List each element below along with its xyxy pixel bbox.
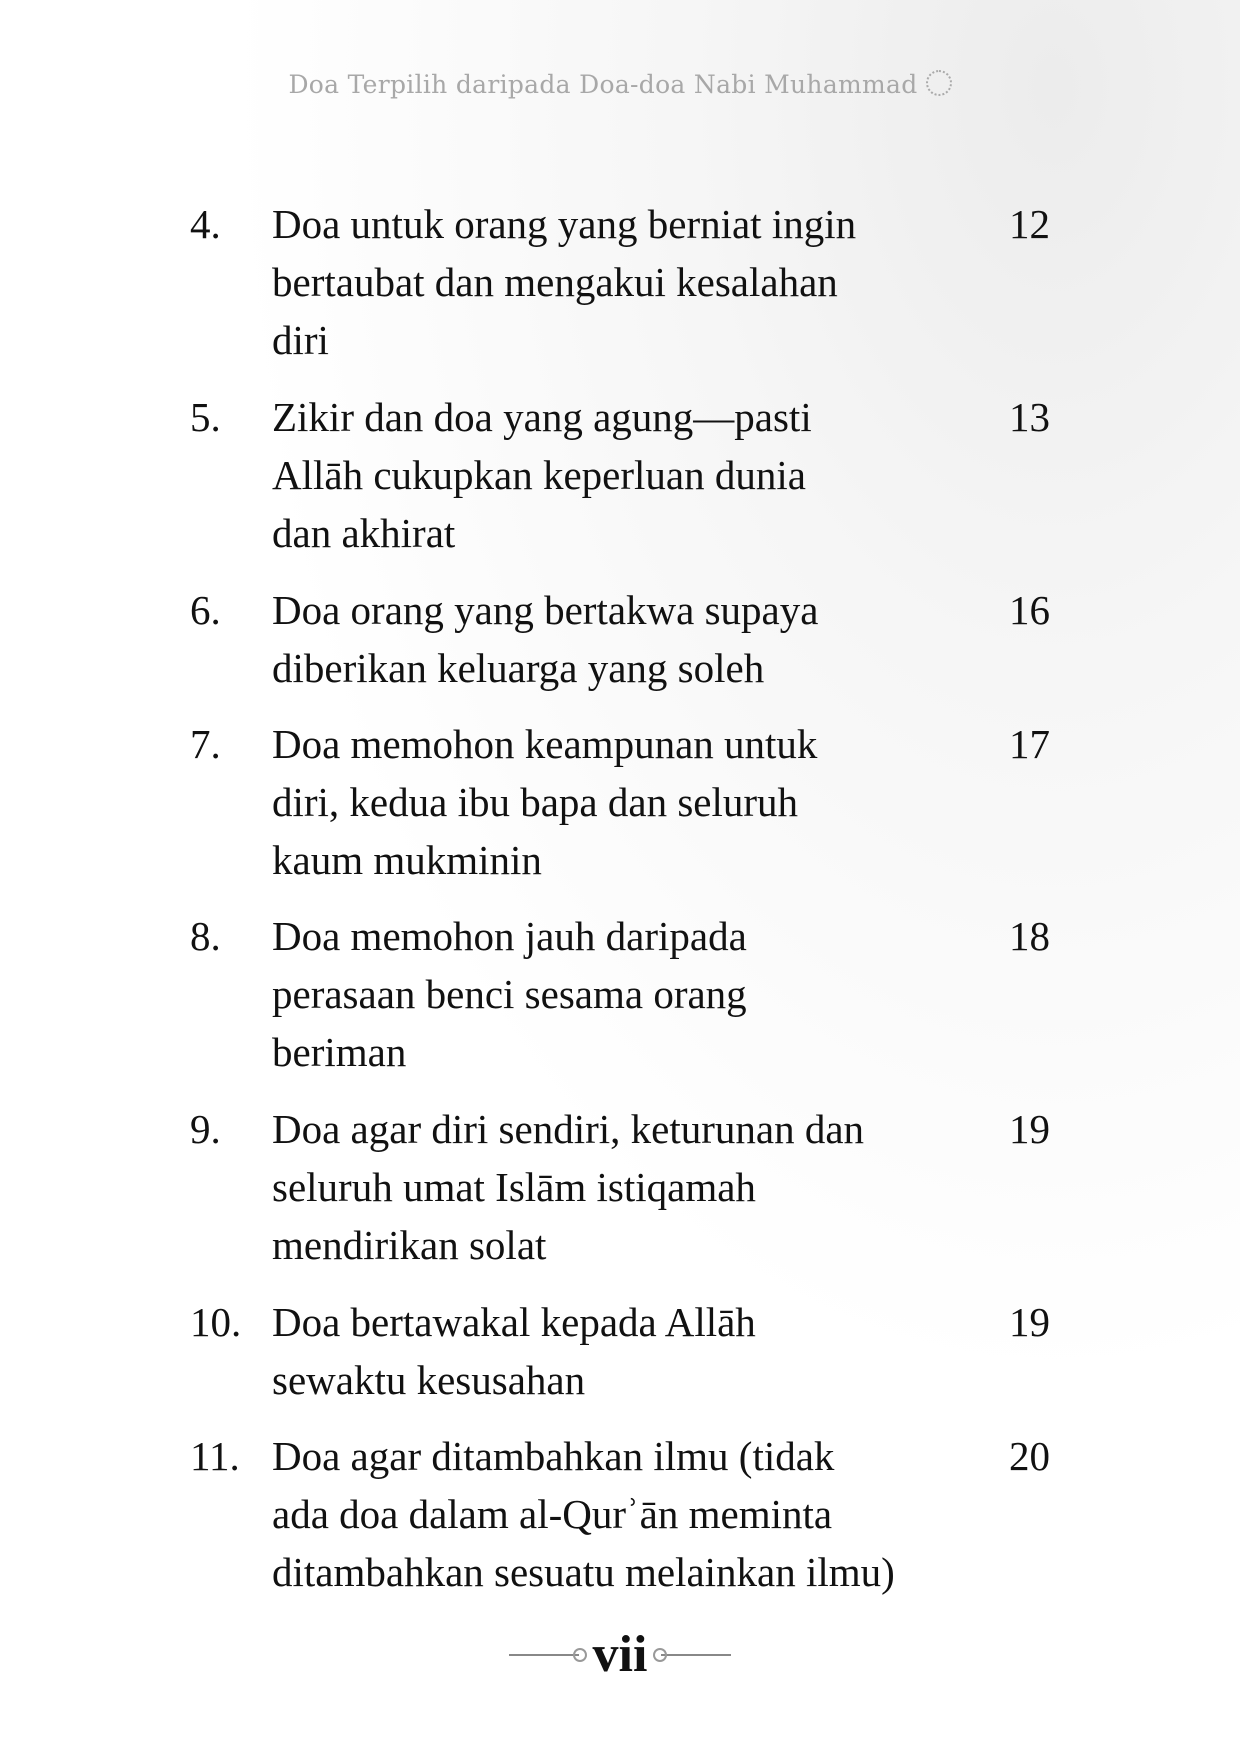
page-number: vii [592, 1626, 648, 1683]
running-header [0, 70, 1240, 99]
entry-number: 4. [190, 201, 221, 247]
entry-number: 10. [190, 1299, 242, 1345]
entry-title: Doa memohon keampunan untuk diri, kedua ibu bapa dan seluruh kaum mukminin [272, 721, 818, 883]
entry-title: Doa bertawakal kepada Allāh sewaktu kesusahan [272, 1299, 756, 1403]
entry-page: 16 [1009, 587, 1050, 633]
entry-title: Zikir dan doa yang agung—pasti Allāh cukupkan keperluan dunia dan akhirat [272, 394, 812, 556]
entry-title: Doa untuk orang yang berniat ingin bertaubat dan mengakui kesalahan diri [272, 201, 857, 363]
entry-number: 7. [190, 721, 221, 767]
entry-page: 18 [1009, 913, 1050, 959]
entry-number: 9. [190, 1106, 221, 1152]
entry-page: 19 [1009, 1299, 1050, 1345]
entry-title: Doa memohon jauh daripada perasaan benci sesama orang beriman [272, 913, 747, 1075]
entry-title: Doa orang yang bertakwa supaya diberikan keluarga yang soleh [272, 587, 819, 691]
decorative-line-icon [661, 1654, 731, 1656]
page-footer [0, 1625, 1240, 1684]
entry-number: 5. [190, 394, 221, 440]
entry-page: 19 [1009, 1106, 1050, 1152]
entry-page: 17 [1009, 721, 1050, 767]
entry-number: 11. [190, 1433, 240, 1479]
entry-page: 20 [1009, 1433, 1050, 1479]
entry-number: 8. [190, 913, 221, 959]
decorative-line-icon [509, 1654, 579, 1656]
salawat-calligraphy-icon [926, 70, 952, 96]
entry-page: 13 [1009, 394, 1050, 440]
entry-number: 6. [190, 587, 221, 633]
entry-page: 12 [1009, 201, 1050, 247]
entry-title: Doa agar ditambahkan ilmu (tidak ada doa dalam al-Qurʾān meminta ditambahkan sesuatu melainkan ilmu) [272, 1433, 895, 1595]
running-title: Doa Terpilih daripada Doa-doa Nabi Muhammad [288, 70, 918, 99]
entry-title: Doa agar diri sendiri, keturunan dan seluruh umat Islām istiqamah mendirikan solat [272, 1106, 865, 1268]
